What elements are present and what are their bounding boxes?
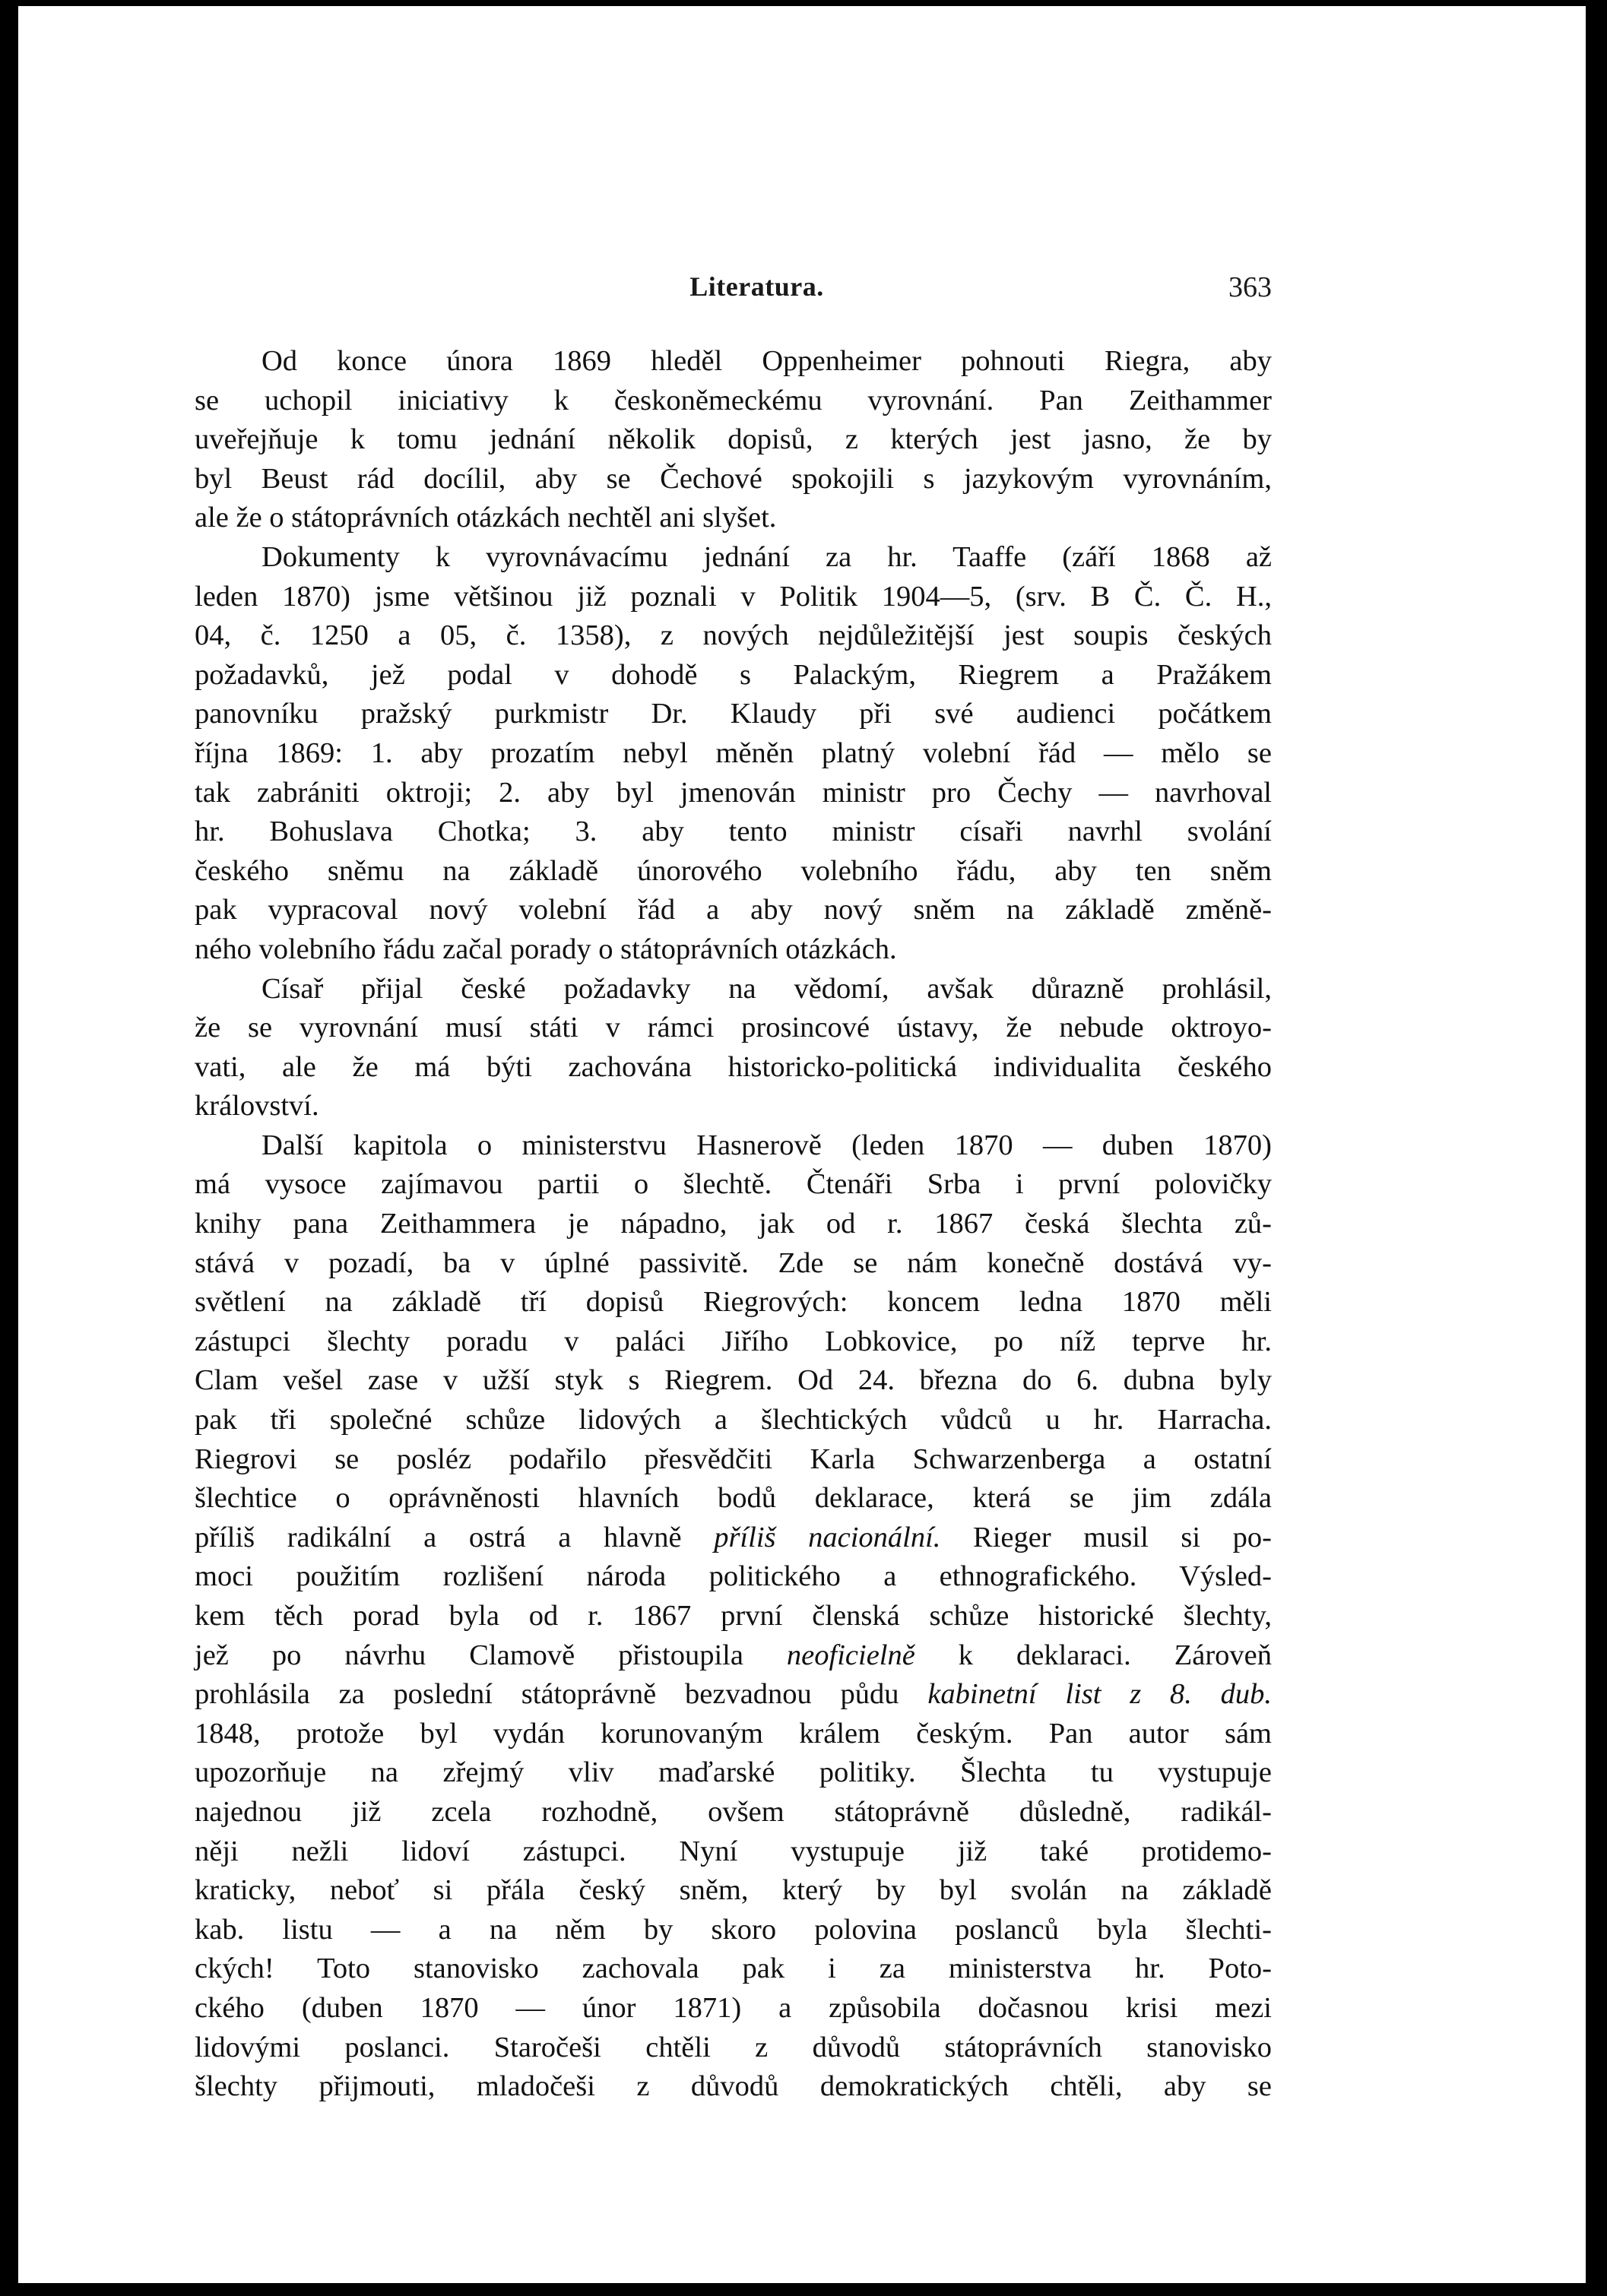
text-line: Další kapitola o ministerstvu Hasnerově (leden 1870 — duben 1870) [261, 1129, 1272, 1161]
page-header [242, 271, 1272, 309]
text-line: Císař přijal české požadavky na vědomí, avšak důrazně prohlásil, [261, 972, 1272, 1005]
emphasis-italic: příliš nacionální. [714, 1521, 941, 1553]
text-line: kab. listu — a na něm by skoro polovina poslanců byla šlechti- [195, 1913, 1272, 1946]
text-line: Dokumenty k vyrovnávacímu jednání za hr. Taaffe (září 1868 až [261, 540, 1272, 573]
text-line: kraticky, neboť si přála český sněm, který by byl svolán na základě [195, 1874, 1272, 1907]
line-segment: příliš radikální a ostrá a hlavně [195, 1521, 715, 1553]
text-line: českého sněmu na základě únorového volebního řádu, aby ten sněm [195, 854, 1272, 887]
text-line: tak zabrániti oktroji; 2. aby byl jmenován ministr pro Čechy — navrhoval [195, 776, 1272, 809]
text-line: 1848, protože byl vydán korunovaným králem českým. Pan autor sám [195, 1717, 1272, 1750]
text-line: se uchopil iniciativy k českoněmeckému vyrovnání. Pan Zeithammer [195, 384, 1272, 416]
text-line [195, 1636, 1272, 1676]
text-line: upozorňuje na zřejmý vliv maďarské politiky. Šlechta tu vystupuje [195, 1756, 1272, 1789]
text-line: ale že o státoprávních otázkách nechtěl ani slyšet. [195, 502, 777, 534]
text-line: stává v pozadí, ba v úplné passivitě. Zde se nám konečně dostává vy- [195, 1246, 1272, 1279]
text-line: 04, č. 1250 a 05, č. 1358), z nových nejdůležitější jest soupis českých [195, 619, 1272, 652]
text-line: uveřejňuje k tomu jednání několik dopisů, z kterých jest jasno, že by [195, 423, 1272, 456]
text-line [195, 1519, 1272, 1558]
line-segment: prohlásila za poslední státoprávně bezvadnou půdu [195, 1678, 928, 1711]
text-line [195, 1675, 1272, 1715]
text-line: šlechtice o oprávněnosti hlavních bodů deklarace, která se jim zdála [195, 1482, 1272, 1515]
text-line: něji nežli lidoví zástupci. Nyní vystupuje již také protidemo- [195, 1835, 1272, 1867]
text-line: byl Beust rád docílil, aby se Čechové spokojili s jazykovým vyrovnáním, [195, 462, 1272, 495]
text-line: vati, ale že má býti zachována historicko-politická individualita českého [195, 1050, 1272, 1083]
line-segment: Rieger musil si po- [940, 1521, 1273, 1553]
text-line: října 1869: 1. aby prozatím nebyl měněn platný volební řád — mělo se [195, 736, 1272, 769]
text-line: panovníku pražský purkmistr Dr. Klaudy při své audienci počátkem [195, 698, 1272, 730]
text-line: knihy pana Zeithammera je nápadno, jak od r. 1867 česká šlechta zů- [195, 1208, 1272, 1240]
text-line: Riegrovi se posléz podařilo přesvědčiti Karla Schwarzenberga a ostatní [195, 1443, 1272, 1475]
text-line: ckých! Toto stanovisko zachovala pak i za ministerstva hr. Poto- [195, 1952, 1272, 1985]
text-line: zástupci šlechty poradu v paláci Jiřího Lobkovice, po níž teprve hr. [195, 1325, 1272, 1357]
text-line: požadavků, jež podal v dohodě s Palackým, Riegrem a Pražákem [195, 658, 1272, 691]
text-line: pak tři společné schůze lidových a šlechtických vůdců u hr. Harracha. [195, 1404, 1272, 1436]
text-line: moci použitím rozlišení národa politického a ethnografického. Výsled- [195, 1560, 1272, 1593]
text-line: království. [195, 1090, 319, 1123]
page-number: 363 [1228, 271, 1272, 303]
text-line: hr. Bohuslava Chotka; 3. aby tento ministr císaři navrhl svolání [195, 815, 1272, 848]
text-line: šlechty přijmouti, mladočeši z důvodů demokratických chtěli, aby se [195, 2070, 1272, 2103]
text-line: Clam vešel zase v užší styk s Riegrem. Od 24. března do 6. dubna byly [195, 1364, 1272, 1397]
text-line: leden 1870) jsme většinou již poznali v Politik 1904—5, (srv. B Č. Č. H., [195, 580, 1272, 613]
text-line: pak vypracoval nový volební řád a aby nový sněm na základě změně- [195, 894, 1272, 926]
text-line: Od konce února 1869 hleděl Oppenheimer pohnouti Riegra, aby [261, 345, 1272, 377]
body-text [195, 342, 1272, 2107]
text-line: světlení na základě tří dopisů Riegrových: koncem ledna 1870 měli [195, 1286, 1272, 1319]
text-line: kem těch porad byla od r. 1867 první členská schůze historické šlechty, [195, 1600, 1272, 1632]
text-line: ného volebního řádu začal porady o státoprávních otázkách. [195, 933, 897, 965]
line-segment: jež po návrhu Clamově přistoupila [195, 1639, 787, 1671]
text-line: ckého (duben 1870 — únor 1871) a způsobila dočasnou krisi mezi [195, 1991, 1272, 2024]
line-segment: k deklaraci. Zároveň [914, 1639, 1272, 1671]
text-line: lidovými poslanci. Staročeši chtěli z důvodů státoprávních stanovisko [195, 2031, 1272, 2063]
emphasis-italic: neoficielně [786, 1639, 915, 1671]
running-title: Literatura. [689, 271, 824, 302]
emphasis-italic: kabinetní list z 8. dub. [927, 1678, 1272, 1711]
text-line: že se vyrovnání musí státi v rámci prosincové ústavy, že nebude oktroyo- [195, 1012, 1272, 1044]
text-line: má vysoce zajímavou partii o šlechtě. Čtenáři Srba i první polovičky [195, 1168, 1272, 1201]
text-line: najednou již zcela rozhodně, ovšem státoprávně důsledně, radikál- [195, 1795, 1272, 1828]
